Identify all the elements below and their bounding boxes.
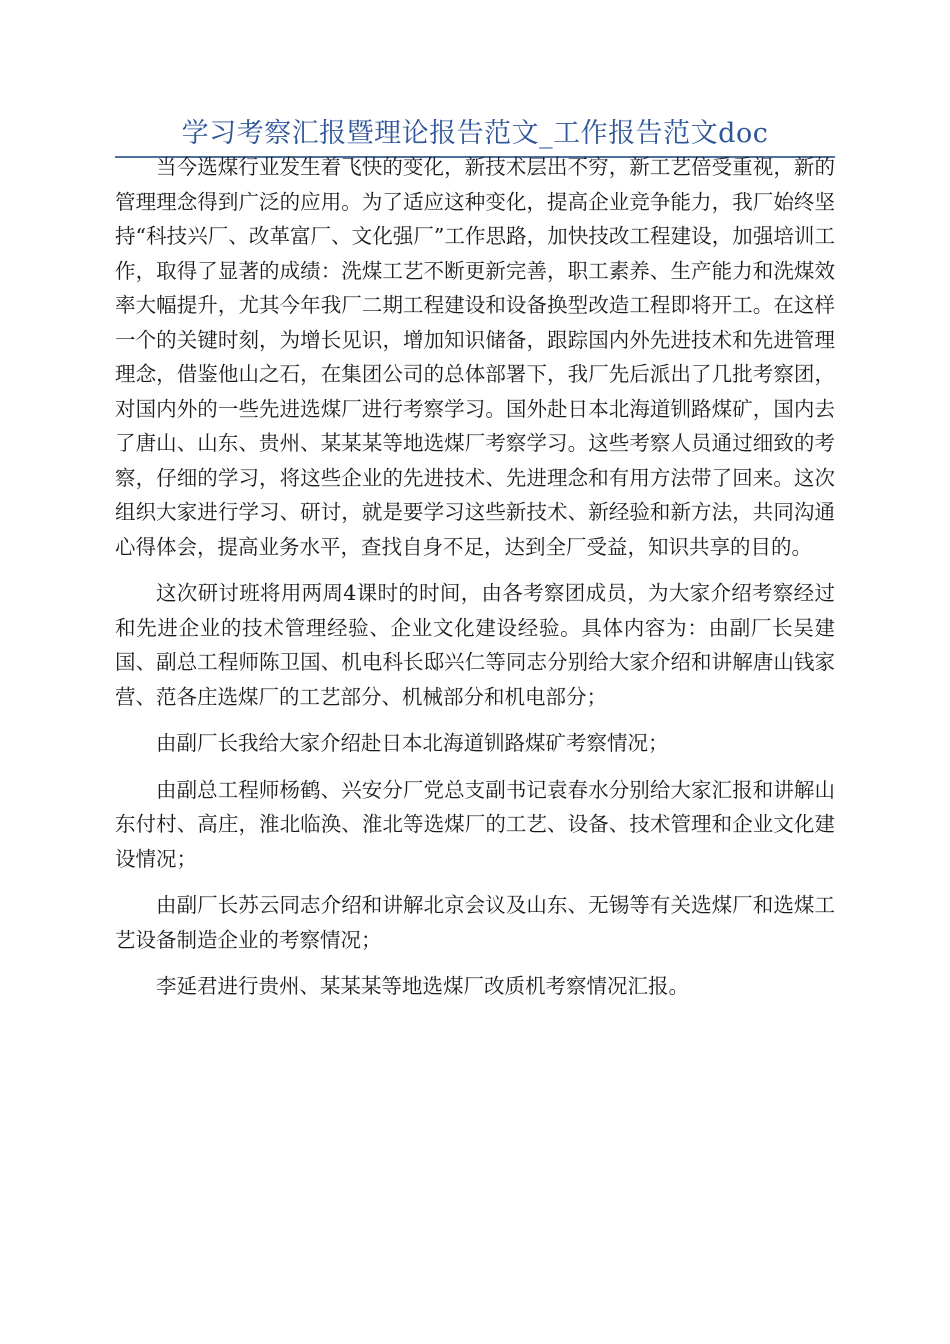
- paragraph: 由副总工程师杨鹤、兴安分厂党总支副书记袁春水分别给大家汇报和讲解山东付村、高庄，淮北临涣、淮北等选煤厂的工艺、设备、技术管理和企业文化建设情况；: [115, 777, 835, 871]
- document-title: 学习考察汇报暨理论报告范文_工作报告范文doc: [181, 118, 769, 149]
- paragraph: 李延君进行贵州、某某某等地选煤厂改质机考察情况汇报。: [156, 974, 689, 998]
- paragraph: 这次研讨班将用两周4课时的时间，由各考察团成员，为大家介绍考察经过和先进企业的技术管理经验、企业文化建设经验。具体内容为：由副厂长吴建国、副总工程师陈卫国、机电科长邸兴仁等同志分别给大家介绍和讲解唐山钱家营、范各庄选煤厂的工艺部分、机械部分和机电部分；: [115, 581, 835, 709]
- paragraph: 当今选煤行业发生着飞快的变化，新技术层出不穷，新工艺倍受重视，新的管理理念得到广泛的应用。为了适应这种变化，提高企业竞争能力，我厂始终坚持“科技兴厂、改革富厂、文化强厂”工作思路，加快技改工程建设，加强培训工作，取得了显著的成绩：洗煤工艺不断更新完善，职工素养、生产能力和洗煤效率大幅提升，尤其今年我厂二期工程建设和设备换型改造工程即将开工。在这样一个的关键时刻，为增长见识，增加知识储备，跟踪国内外先进技术和先进管理理念，借鉴他山之石，在集团公司的总体部署下，我厂先后派出了几批考察团，对国内外的一些先进选煤厂进行考察学习。国外赴日本北海道钏路煤矿，国内去了唐山、山东、贵州、某某某等地选煤厂考察学习。这些考察人员通过细致的考察，仔细的学习，将这些企业的先进技术、先进理念和有用方法带了回来。这次组织大家进行学习、研讨，就是要学习这些新技术、新经验和新方法，共同沟通心得体会，提高业务水平，查找自身不足，达到全厂受益，知识共享的目的。: [115, 155, 835, 559]
- paragraph: 由副厂长我给大家介绍赴日本北海道钏路煤矿考察情况；: [156, 731, 669, 755]
- document-body: [115, 150, 835, 1016]
- paragraph: 由副厂长苏云同志介绍和讲解北京会议及山东、无锡等有关选煤厂和选煤工艺设备制造企业的考察情况；: [115, 893, 835, 952]
